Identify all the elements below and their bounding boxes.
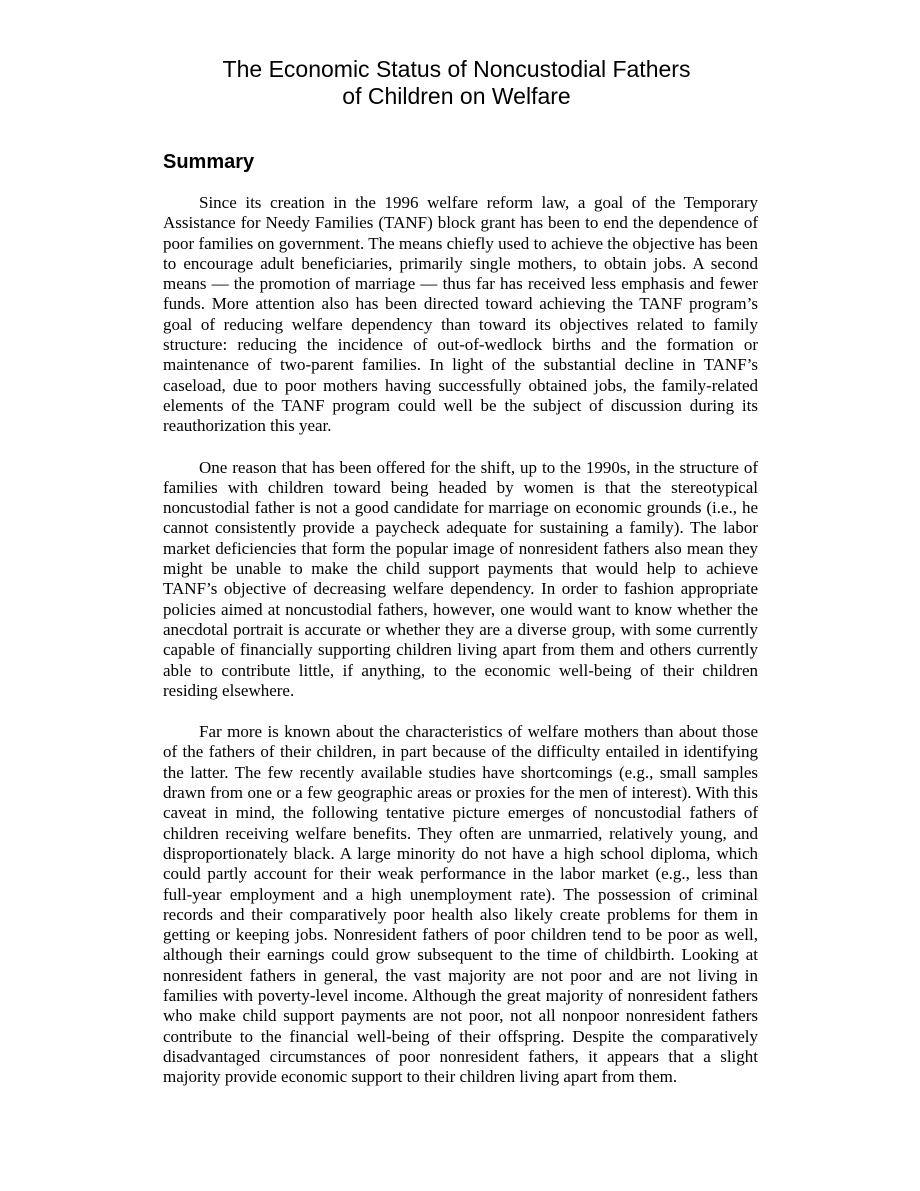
summary-body: [163, 193, 758, 1108]
title-line-1: The Economic Status of Noncustodial Fathers: [222, 56, 691, 82]
summary-paragraph-3: Far more is known about the characteristics of welfare mothers than about those of the fathers of their children, in part because of the difficulty entailed in identifying the latter. The few recently available studies have shortcomings (e.g., small samples drawn from one or a few geographic areas or proxies for the men of interest). With this caveat in mind, the following tentative picture emerges of noncustodial fathers of children receiving welfare benefits. They often are unmarried, relatively young, and disproportionately black. A large minority do not have a high school diploma, which could partly account for their weak performance in the labor market (e.g., less than full-year employment and a high unemployment rate). The possession of criminal records and their comparatively poor health also likely create problems for them in getting or keeping jobs. Nonresident fathers of poor children tend to be poor as well, although their earnings could grow subsequent to the time of childbirth. Looking at nonresident fathers in general, the vast majority are not poor and are not living in families with poverty-level income. Although the great majority of nonresident fathers who make child support payments are not poor, not all nonpoor nonresident fathers contribute to the financial well-being of their offspring. Despite the comparatively disadvantaged circumstances of poor nonresident fathers, it appears that a slight majority provide economic support to their children living apart from them.: [163, 722, 758, 1087]
title-line-2: of Children on Welfare: [342, 83, 571, 109]
summary-paragraph-1: Since its creation in the 1996 welfare reform law, a goal of the Temporary Assistance for Needy Families (TANF) block grant has been to end the dependence of poor families on government. The means chiefly used to achieve the objective has been to encourage adult beneficiaries, primarily single mothers, to obtain jobs. A second means — the promotion of marriage — thus far has received less emphasis and fewer funds. More attention also has been directed toward achieving the TANF program’s goal of reducing welfare dependency than toward its objectives related to family structure: reducing the incidence of out-of-wedlock births and the formation or maintenance of two-parent families. In light of the substantial decline in TANF’s caseload, due to poor mothers having successfully obtained jobs, the family-related elements of the TANF program could well be the subject of discussion during its reauthorization this year.: [163, 193, 758, 436]
section-heading: Summary: [163, 151, 255, 173]
document-title: [100, 56, 813, 110]
summary-paragraph-2: One reason that has been offered for the shift, up to the 1990s, in the structure of families with children toward being headed by women is that the stereotypical noncustodial father is not a good candidate for marriage on economic grounds (i.e., he cannot consistently provide a paycheck adequate for sustaining a family). The labor market deficiencies that form the popular image of nonresident fathers also mean they might be unable to make the child support payments that would help to achieve TANF’s objective of decreasing welfare dependency. In order to fashion appropriate policies aimed at noncustodial fathers, however, one would want to know whether the anecdotal portrait is accurate or whether they are a diverse group, with some currently capable of financially supporting children living apart from them and others currently able to contribute little, if anything, to the economic well-being of their children residing elsewhere.: [163, 457, 758, 700]
